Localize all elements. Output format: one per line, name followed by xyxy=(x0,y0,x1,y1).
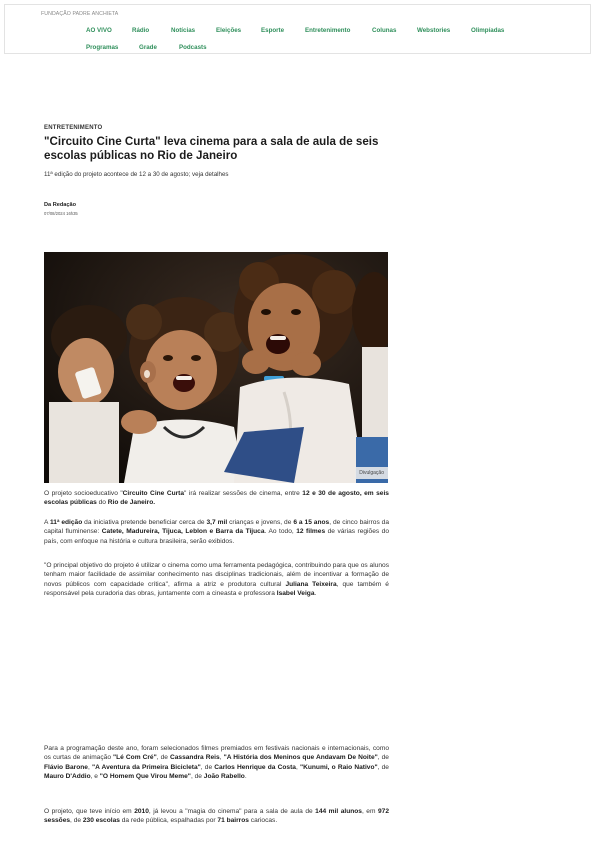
text-run: . xyxy=(244,773,247,781)
text-run: , já levou a "magia do cinema" para a sala de aula de xyxy=(148,808,316,815)
text-run: , xyxy=(295,763,300,771)
bold-text-run: Carlos Henrique da Costa xyxy=(214,763,296,771)
nav-item-entretenimento[interactable]: Entretenimento xyxy=(305,27,351,34)
text-run: , de cinco bairros da capital fluminense: xyxy=(44,519,390,536)
article-date: 07/08/2024 16h35 xyxy=(44,211,78,216)
nav-item-grade[interactable]: Grade xyxy=(139,44,157,51)
nav-item-radio[interactable]: Rádio xyxy=(132,27,150,34)
bold-text-run: Catete, Madureira, Tijuca, Leblon e Barra da Tijuca xyxy=(101,528,265,536)
brand-label[interactable]: FUNDAÇÃO PADRE ANCHIETA xyxy=(41,11,119,17)
bold-text-run: Isabel Veiga xyxy=(276,590,315,598)
text-run: Para a programação deste ano, foram selecionados filmes premiados em festivais nacionais e internacionais, como os curtas de animação xyxy=(44,745,389,762)
photo-children-watching-cinema xyxy=(44,252,388,483)
bold-text-run: 12 filmes xyxy=(296,528,326,536)
bold-text-run: 3,7 mil xyxy=(206,519,228,526)
nav-item-webstories[interactable]: Webstories xyxy=(417,27,451,34)
text-run: crianças e jovens, de xyxy=(227,519,294,526)
bold-text-run: 11ª edição xyxy=(49,519,83,526)
text-run: " irá realizar sessões de cinema, entre xyxy=(184,490,303,497)
nav-item-esporte[interactable]: Esporte xyxy=(261,27,285,34)
text-run: , xyxy=(87,763,92,771)
bold-text-run: 71 bairros xyxy=(217,817,249,825)
paragraph-3 xyxy=(44,561,389,599)
text-run: , de xyxy=(377,754,389,762)
text-run: , de xyxy=(200,763,215,771)
bold-text-run: 2010 xyxy=(134,808,149,815)
bold-text-run: Juliana Teixeira xyxy=(285,580,337,588)
text-run: cariocas. xyxy=(248,817,278,825)
bold-text-run: "A Aventura da Primeira Bicicleta" xyxy=(91,763,201,771)
nav-item-programas[interactable]: Programas xyxy=(86,44,119,51)
bold-text-run: "A História dos Meninos que Andavam De Noite" xyxy=(223,754,378,762)
bold-text-run: Circuito Cine Curta xyxy=(122,490,185,497)
text-run: da rede pública, espalhadas por xyxy=(119,817,218,825)
text-run: O projeto socioeducativo " xyxy=(44,490,123,497)
bold-text-run: Flávio Barone xyxy=(44,763,88,771)
bold-text-run: João Rabello xyxy=(203,773,245,781)
text-run: , e xyxy=(90,773,100,781)
text-run: . Ao todo, xyxy=(264,528,297,536)
text-run: . xyxy=(314,590,317,598)
text-run: A xyxy=(44,519,50,526)
nav-item-colunas[interactable]: Colunas xyxy=(372,27,397,34)
article-subtitle: 11ª edição do projeto acontece de 12 a 30 de agosto; veja detalhes xyxy=(44,171,229,178)
nav-item-noticias[interactable]: Notícias xyxy=(171,27,196,34)
text-run: O projeto, que teve início em xyxy=(44,808,135,815)
nav-item-olimpiadas[interactable]: Olimpíadas xyxy=(471,27,505,34)
site-header xyxy=(4,4,591,54)
bold-text-run: "Kunumi, o Raio Nativo" xyxy=(299,763,378,771)
paragraph-5 xyxy=(44,807,389,826)
text-run: de várias regiões do país, com enfoque na história e cultura brasileira, serão exibidos. xyxy=(44,528,389,545)
bold-text-run: 144 mil alunos xyxy=(315,808,362,815)
text-run: , em xyxy=(361,808,378,815)
bold-text-run: Mauro D'Addio xyxy=(44,773,91,781)
bold-text-run: 6 a 15 anos xyxy=(293,519,330,526)
text-run: , que também é responsável pela curadoria das obras, juntamente com a cineasta e professora xyxy=(44,580,389,598)
text-run: do xyxy=(96,499,108,507)
text-run: , xyxy=(219,754,224,762)
nav-item-eleicoes[interactable]: Eleições xyxy=(216,27,242,34)
paragraph-2 xyxy=(44,518,389,546)
text-run: da iniciativa pretende beneficiar cerca de xyxy=(82,519,207,526)
text-run: "O principal objetivo do projeto é utilizar o cinema como uma ferramenta pedagógica, contribuindo para que os alunos tenham maior facilidade de assimilar conhecimento nas disciplinas tradicionais, além de incentivar a formação de novos públicos com capacidade crítica", afirma a atriz e produtora cultural xyxy=(44,562,389,588)
article-photo xyxy=(44,252,388,483)
bold-text-run: 972 sessões xyxy=(44,808,389,825)
bold-text-run: 230 escolas xyxy=(82,817,120,825)
text-run: , de xyxy=(377,763,389,771)
nav-item-ao-vivo[interactable]: AO VIVO xyxy=(86,27,112,34)
article-category[interactable]: ENTRETENIMENTO xyxy=(44,125,103,131)
bold-text-run: Cassandra Reis xyxy=(169,754,220,762)
paragraph-4 xyxy=(44,744,389,782)
text-run: , de xyxy=(190,773,204,781)
text-run: , de xyxy=(70,817,83,825)
bold-text-run: Rio de Janeiro. xyxy=(107,499,156,507)
bold-text-run: "O Homem Que Virou Meme" xyxy=(99,773,191,781)
bold-text-run: "Lé Com Cré" xyxy=(113,754,157,762)
photo-credit: Divulgação xyxy=(355,467,388,479)
paragraph-1 xyxy=(44,489,389,508)
article-headline: "Circuito Cine Curta" leva cinema para a sala de aula de seis escolas públicas no Rio de Janeiro xyxy=(44,135,379,163)
article-author[interactable]: Da Redação xyxy=(44,202,77,208)
bold-text-run: 12 e 30 de agosto, em seis escolas públicas xyxy=(44,490,389,507)
text-run: , de xyxy=(156,754,170,762)
nav-item-podcasts[interactable]: Podcasts xyxy=(179,44,207,51)
